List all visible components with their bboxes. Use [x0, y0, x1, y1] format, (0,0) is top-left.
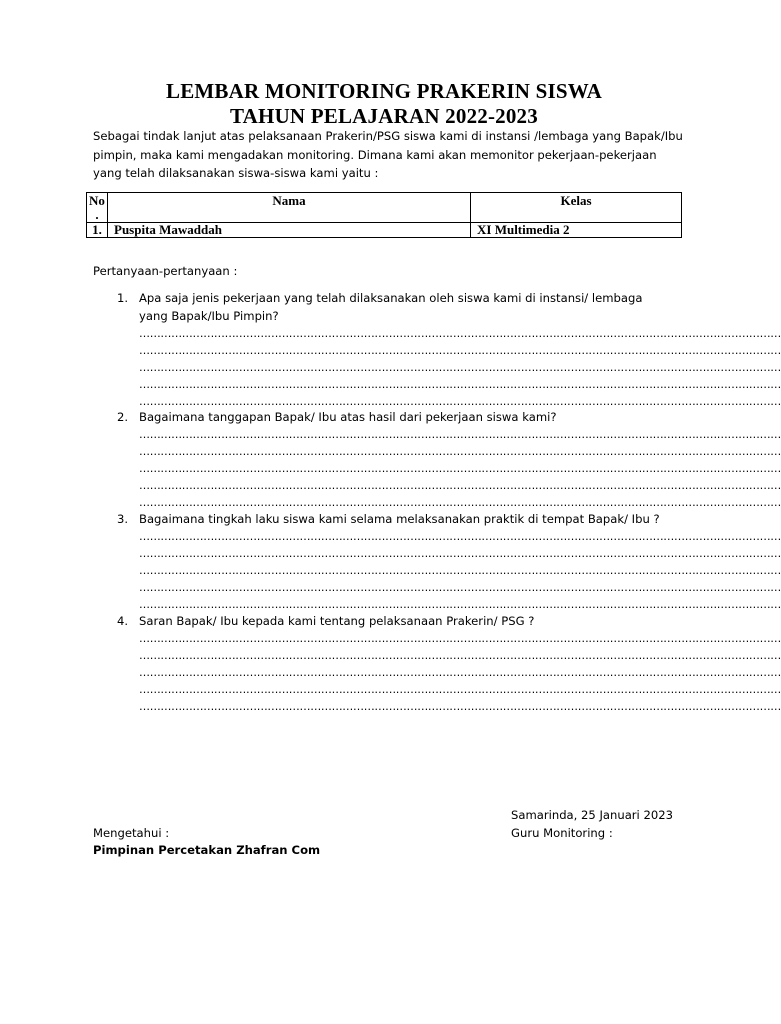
guru-monitoring-label: Guru Monitoring :	[511, 826, 613, 840]
header-nama: Nama	[108, 193, 471, 223]
answer-line[interactable]: ………………………………………………………………………………………………………………………………………………………………	[139, 666, 781, 679]
answer-line[interactable]: ………………………………………………………………………………………………………………………………………………………………	[139, 649, 781, 662]
question-number: 4.	[117, 614, 129, 628]
answer-line[interactable]: ………………………………………………………………………………………………………………………………………………………………	[139, 598, 781, 611]
answer-line[interactable]: ………………………………………………………………………………………………………………………………………………………………	[139, 564, 781, 577]
answer-line[interactable]: ………………………………………………………………………………………………………………………………………………………………	[139, 327, 781, 340]
mengetahui-label: Mengetahui :	[93, 826, 170, 840]
table-header-row	[87, 193, 682, 223]
answer-lines	[139, 528, 781, 613]
questions-label: Pertanyaan-pertanyaan :	[93, 264, 238, 278]
answer-line[interactable]: ………………………………………………………………………………………………………………………………………………………………	[139, 344, 781, 357]
answer-lines	[139, 630, 781, 715]
question-1	[117, 289, 781, 410]
question-text: Apa saja jenis pekerjaan yang telah dilaksanakan oleh siswa kami di instansi/ lembaga yang Bapak/Ibu Pimpin?	[139, 291, 643, 323]
answer-line[interactable]: ………………………………………………………………………………………………………………………………………………………………	[139, 700, 781, 713]
intro-paragraph: Sebagai tindak lanjut atas pelaksanaan Prakerin/PSG siswa kami di instansi /lembaga yang Bapak/Ibu pimpin, maka kami mengadakan monitoring. Dimana kami akan memonitor pekerjaan-pekerjaan yang telah dilaksanakan siswa-siswa kami yaitu :	[93, 129, 683, 180]
answer-lines	[139, 325, 781, 410]
answer-line[interactable]: ………………………………………………………………………………………………………………………………………………………………	[139, 683, 781, 696]
header-kelas: Kelas	[471, 193, 682, 223]
answer-line[interactable]: ………………………………………………………………………………………………………………………………………………………………	[139, 547, 781, 560]
question-text: Bagaimana tanggapan Bapak/ Ibu atas hasil dari pekerjaan siswa kami?	[139, 410, 557, 424]
cell-kelas: XI Multimedia 2	[471, 223, 682, 238]
answer-line[interactable]: ………………………………………………………………………………………………………………………………………………………………	[139, 462, 781, 475]
answer-line[interactable]: ………………………………………………………………………………………………………………………………………………………………	[139, 496, 781, 509]
table-row	[87, 223, 682, 238]
question-text: Bagaimana tingkah laku siswa kami selama melaksanakan praktik di tempat Bapak/ Ibu ?	[139, 512, 660, 526]
document-title: LEMBAR MONITORING PRAKERIN SISWA	[166, 79, 602, 103]
cell-nama: Puspita Mawaddah	[108, 223, 471, 238]
header-no: No .	[87, 193, 108, 223]
question-3	[117, 510, 781, 613]
student-table	[86, 192, 682, 238]
answer-line[interactable]: ………………………………………………………………………………………………………………………………………………………………	[139, 428, 781, 441]
answer-line[interactable]: ………………………………………………………………………………………………………………………………………………………………	[139, 378, 781, 391]
question-number: 2.	[117, 410, 129, 424]
answer-line[interactable]: ………………………………………………………………………………………………………………………………………………………………	[139, 445, 781, 458]
place-date: Samarinda, 25 Januari 2023	[511, 808, 673, 822]
question-2	[117, 408, 781, 511]
answer-lines	[139, 426, 781, 511]
answer-line[interactable]: ………………………………………………………………………………………………………………………………………………………………	[139, 479, 781, 492]
pimpinan-name: Pimpinan Percetakan Zhafran Com	[93, 843, 321, 857]
document-subtitle: TAHUN PELAJARAN 2022-2023	[230, 104, 538, 128]
answer-line[interactable]: ………………………………………………………………………………………………………………………………………………………………	[139, 530, 781, 543]
answer-line[interactable]: ………………………………………………………………………………………………………………………………………………………………	[139, 361, 781, 374]
cell-no: 1.	[87, 223, 108, 238]
question-4	[117, 612, 781, 715]
answer-line[interactable]: ………………………………………………………………………………………………………………………………………………………………	[139, 632, 781, 645]
answer-line[interactable]: ………………………………………………………………………………………………………………………………………………………………	[139, 395, 781, 408]
question-number: 3.	[117, 512, 129, 526]
question-text: Saran Bapak/ Ibu kepada kami tentang pelaksanaan Prakerin/ PSG ?	[139, 614, 535, 628]
question-number: 1.	[117, 291, 129, 305]
answer-line[interactable]: ………………………………………………………………………………………………………………………………………………………………	[139, 581, 781, 594]
